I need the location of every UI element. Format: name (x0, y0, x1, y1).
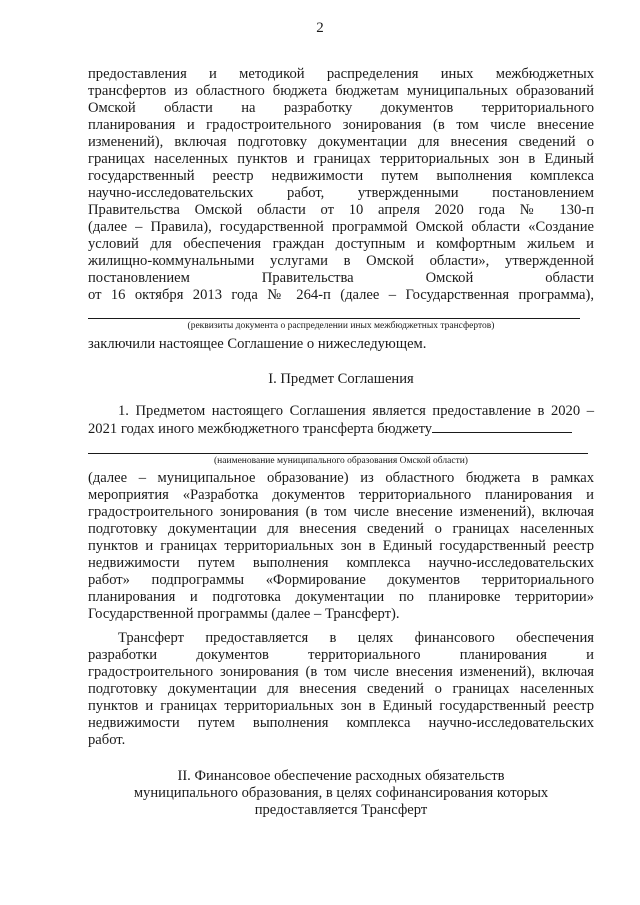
text-line: пунктов и границах территориальных зон в Единый государственный реестр (88, 698, 594, 714)
text-line: пунктов и границах территориальных зон в Единый государственный реестр (88, 538, 594, 554)
fill-in-line (88, 318, 580, 319)
text-line: изменений), включая подготовку документации для внесения сведений о (88, 134, 594, 150)
section-heading: I. Предмет Соглашения (268, 371, 414, 387)
text-line: границах населенных пунктов и границах территориальных зон в Единый (88, 151, 594, 167)
section-heading: II. Финансовое обеспечение расходных обязательств (177, 768, 505, 784)
fill-in-line (88, 453, 588, 454)
text-line: планирования и градостроительного зонирования (в том числе внесение (88, 117, 594, 133)
text-line: работ» подпрограммы «Формирование документов территориального (88, 572, 594, 588)
page-number: 2 (316, 20, 324, 36)
text-line: государственный реестр недвижимости путем выполнения комплекса (88, 168, 594, 184)
text-line: недвижимости путем выполнения комплекса научно-исследовательских (88, 715, 594, 731)
section-heading: предоставляется Трансферт (254, 802, 428, 818)
text-line: условий для обеспечения граждан доступным и комфортным жильем и (88, 236, 594, 252)
text-line: Правительства Омской области от 10 апреля 2020 года № 130-п (88, 202, 594, 218)
text-line: недвижимости путем выполнения комплекса научно-исследовательских (88, 555, 594, 571)
text-line: (далее – Правила), государственной программой Омской области «Создание (88, 219, 594, 235)
text-line: 1. Предметом настоящего Соглашения является предоставление в 2020 – (118, 403, 594, 419)
text-line: (далее – муниципальное образование) из областного бюджета в рамках (88, 470, 594, 486)
concluded-line: заключили настоящее Соглашение о нижеследующем. (88, 336, 427, 352)
text-line: от 16 октября 2013 года № 264-п (далее – Государственная программа), (88, 287, 594, 303)
text-line: научно-исследовательских работ, утвержденными постановлением (88, 185, 594, 201)
caption-requisites: (реквизиты документа о распределении иных межбюджетных трансфертов) (187, 321, 495, 331)
text-line: Государственной программы (далее – Трансферт). (88, 606, 400, 622)
text-line (88, 420, 594, 437)
text-line: постановлением Правительства Омской области (88, 270, 594, 286)
text-line: трансфертов из областного бюджета бюджетам муниципальных образований (88, 83, 594, 99)
text-line: предоставления и методикой распределения иных межбюджетных (88, 66, 594, 82)
text-line: работ. (88, 732, 126, 748)
text-line: Трансферт предоставляется в целях финансового обеспечения (118, 630, 594, 646)
text-line: планирования и подготовка документации по планировке территории» (88, 589, 594, 605)
section-heading: муниципального образования, в целях софинансирования которых (133, 785, 549, 801)
text-line: Омской области на разработку документов территориального (88, 100, 594, 116)
text-fragment: 2021 годах иного межбюджетного трансферта бюджету (88, 421, 433, 437)
text-line: градостроительного зонирования (в том числе внесение изменений), включая (88, 504, 594, 520)
fill-in-line (432, 420, 572, 433)
text-line: подготовку документации для внесения сведений о границах населенных (88, 521, 594, 537)
text-line: градостроительного зонирования (в том числе внесения изменений), включая (88, 664, 594, 680)
text-line: мероприятия «Разработка документов территориального планирования и (88, 487, 594, 503)
text-line: подготовку документации для внесения сведений о границах населенных (88, 681, 594, 697)
text-line: разработки документов территориального планирования и (88, 647, 594, 663)
caption-municipality: (наименование муниципального образования Омской области) (214, 456, 468, 466)
text-line: жилищно-коммунальными услугами в Омской области», утвержденной (88, 253, 594, 269)
